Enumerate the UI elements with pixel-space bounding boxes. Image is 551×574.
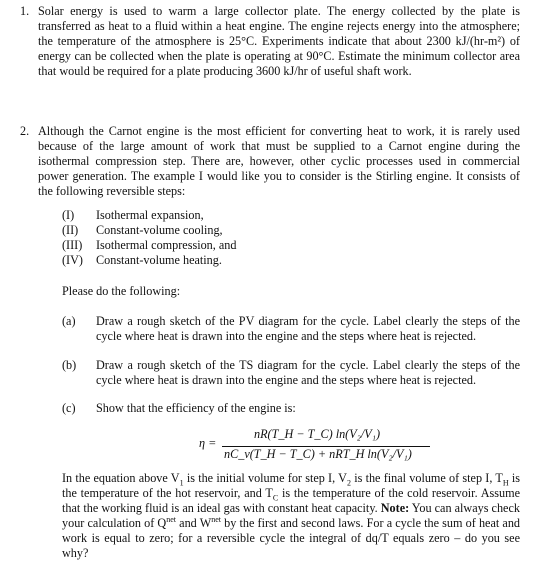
part-label: (c): [62, 401, 76, 415]
part-c: [62, 401, 520, 416]
step-item: [62, 208, 236, 223]
subscript: 2: [346, 478, 351, 488]
closing-text: and W: [176, 516, 212, 530]
step-item: [62, 253, 236, 268]
step-number: (III): [62, 238, 83, 252]
part-b: [62, 358, 520, 388]
closing-text: by the first and second laws. For a cycle the sum of heat and work is equal to zero; for a reversible cycle the integral of dq/T equals zero – do you see why?: [62, 516, 521, 560]
stirling-steps-list: [62, 208, 236, 268]
part-text: Show that the efficiency of the engine is:: [96, 401, 296, 415]
step-number: (IV): [62, 253, 83, 267]
closing-text: In the equation above V: [62, 471, 180, 485]
part-label: (a): [62, 314, 76, 328]
efficiency-equation: [196, 425, 426, 465]
step-text: Constant-volume cooling,: [96, 223, 223, 237]
question-1-text: Solar energy is used to warm a large collector plate. The energy collected by the plate is transferred as heat to a fluid within a heat engine. The engine rejects energy into the atmosphere; the temperature of the atmosphere is 25°C. Experiments indicate that about 2300 kJ/(hr-m²) of energy can be collected when the plate is operating at 90°C. Estimate the minimum collector area that would be required for a plate producing 3600 kJ/hr of useful shaft work.: [38, 4, 520, 78]
please-do-following: Please do the following:: [62, 284, 181, 298]
step-text: Isothermal compression, and: [96, 238, 237, 252]
question-1-number: 1.: [20, 4, 30, 18]
closing-text: is the temperature of the cold reservoir. Assume that the working fluid is an ideal gas with constant heat capacity.: [62, 486, 520, 515]
step-number: (II): [62, 223, 79, 237]
note-label: Note:: [380, 501, 410, 515]
closing-text: is the initial volume for step I, V: [183, 471, 347, 485]
closing-text: You can always check your calculation of Q: [62, 501, 520, 530]
equation-numerator: nR(T_H − T_C) ln(V₂/V₁): [254, 427, 381, 441]
closing-text: is the final volume of step I, T: [350, 471, 503, 485]
superscript: net: [166, 514, 177, 524]
subscript: 1: [179, 478, 184, 488]
closing-paragraph: [62, 471, 520, 561]
subscript: C: [272, 493, 279, 503]
part-a: [62, 314, 520, 344]
question-2-number: 2.: [20, 124, 30, 138]
superscript: net: [211, 514, 221, 524]
step-text: Constant-volume heating.: [96, 253, 222, 267]
part-text: Draw a rough sketch of the PV diagram for the cycle. Label clearly the steps of the cycle where heat is drawn into the engine and the steps where heat is rejected.: [96, 314, 520, 343]
step-text: Isothermal expansion,: [96, 208, 204, 222]
equation-denominator: nC_v(T_H − T_C) + nRT_H ln(V₂/V₁): [224, 447, 412, 461]
step-item: [62, 238, 236, 253]
step-item: [62, 223, 236, 238]
step-number: (I): [62, 208, 75, 222]
part-label: (b): [62, 358, 77, 372]
question-2-intro: Although the Carnot engine is the most efficient for converting heat to work, it is rarely used because of the large amount of work that must be supplied to a Carnot engine during the isothermal compression step. There are, however, other cyclic processes used in commercial power generation. The example I would like you to consider is the Stirling engine. It consists of the following reversible steps:: [38, 124, 520, 198]
part-text: Draw a rough sketch of the TS diagram for the cycle. Label clearly the steps of the cycle where heat is drawn into the engine and the steps where heat is rejected.: [96, 358, 520, 387]
equation-lhs: η =: [199, 436, 217, 450]
subscript: H: [502, 478, 509, 488]
closing-text: is the temperature of the hot reservoir, and T: [62, 471, 520, 500]
